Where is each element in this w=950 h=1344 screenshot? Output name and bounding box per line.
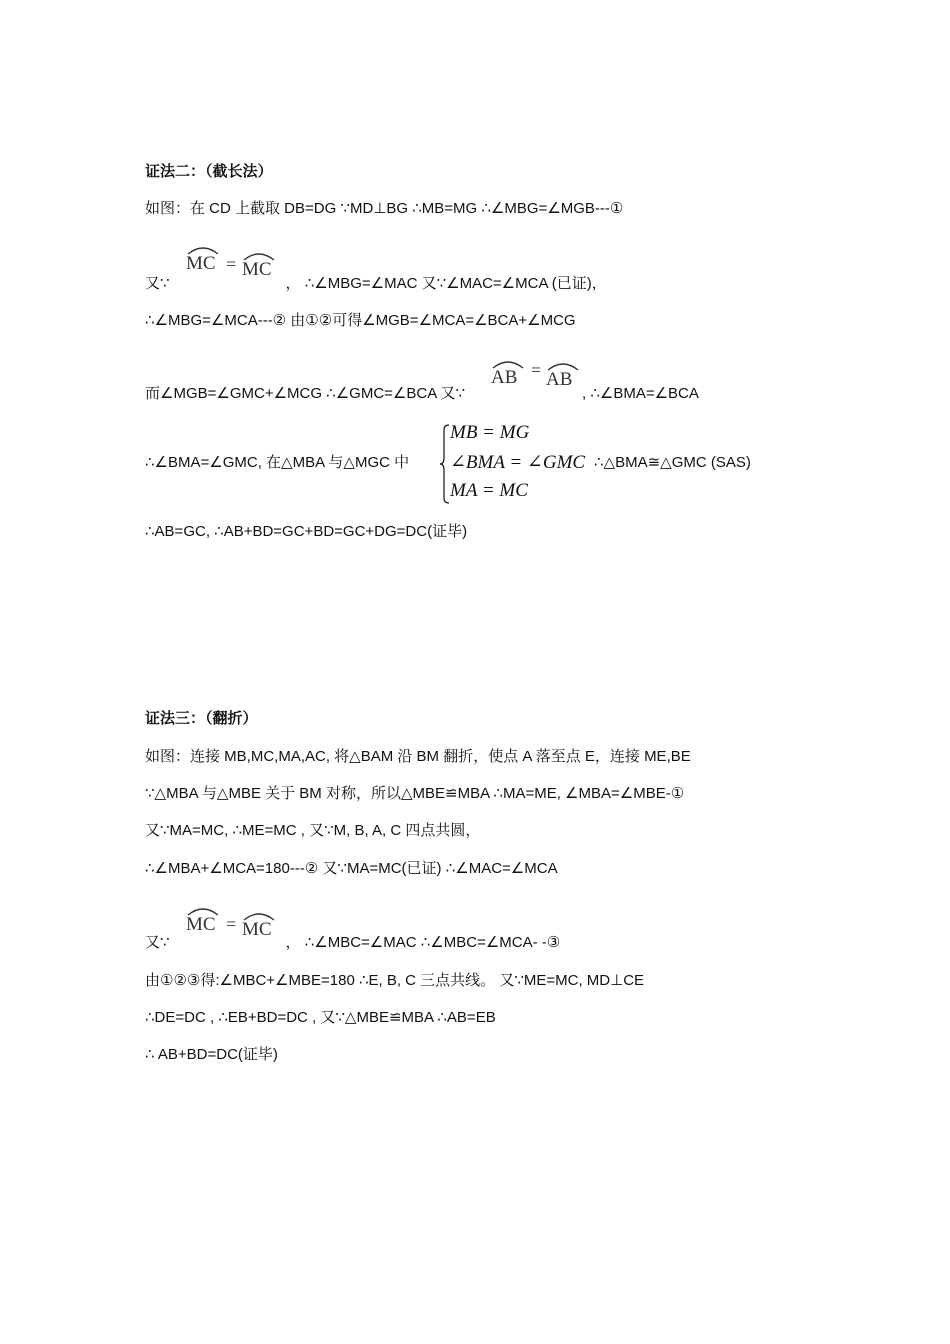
- proof2-line3: ∴∠MBG=∠MCA---② 由①②可得∠MGB=∠MCA=∠BCA+∠MCG: [145, 312, 576, 329]
- arc-ab-right-label: AB: [546, 369, 573, 390]
- system-row-1: MB = MG: [450, 422, 530, 443]
- proof2-line5-right: ∴△BMA≅△GMC (SAS): [594, 454, 751, 471]
- arc-ab-right: [546, 369, 572, 391]
- proof2-line4-left: 而∠MGB=∠GMC+∠MCG ∴∠GMC=∠BCA 又∵: [145, 385, 466, 402]
- arc-eq-sign: =: [226, 254, 237, 274]
- system-row-3: MA = MC: [450, 480, 528, 501]
- proof2-heading: 证法二：（截长法）: [145, 163, 273, 180]
- proof2-line1: 如图：在 CD 上截取 DB=DG ∵MD⊥BG ∴MB=MG ∴∠MBG=∠MGB---①: [145, 200, 624, 217]
- arc-mark-icon: [242, 910, 276, 922]
- arc-ab-right-wrap: [546, 369, 572, 391]
- proof3-line3: 又∵MA=MC, ∴ME=MC , 又∵M, B, A, C 四点共圆，: [145, 822, 481, 839]
- proof2-line2-rest: ， ∴∠MBG=∠MAC 又∵∠MAC=∠MCA (已证)，: [285, 275, 607, 292]
- proof2-line4-right: , ∴∠BMA=∠BCA: [582, 385, 699, 402]
- arc3-mc-right-label: MC: [242, 919, 272, 940]
- arc-mark-icon: [546, 360, 580, 372]
- system-row-2: ∠BMA = ∠GMC: [450, 452, 586, 473]
- proof2-line6: ∴AB=GC, ∴AB+BD=GC+BD=GC+DG=DC(证毕): [145, 523, 468, 540]
- arc-equality-mc: [186, 253, 216, 275]
- proof2-line2: [145, 274, 607, 294]
- arc2-eq-sign: =: [531, 360, 542, 380]
- proof3-line5-prefix: 又∵: [145, 934, 170, 951]
- proof3-line8: ∴ AB+BD=DC(证毕): [145, 1046, 278, 1063]
- arc-mc-left: [186, 253, 216, 275]
- arc-mark-icon: [186, 244, 220, 256]
- proof2-line5-left: ∴∠BMA=∠GMC, 在△MBA 与△MGC 中: [145, 454, 410, 471]
- proof3-line6: 由①②③得:∠MBC+∠MBE=180 ∴E, B, C 三点共线。 又∵ME=MC, MD⊥CE: [145, 972, 645, 989]
- proof2-line2-prefix: 又∵: [145, 275, 170, 292]
- proof3-line1: 如图：连接 MB,MC,MA,AC, 将△BAM 沿 BM 翻折，使点 A 落至点 E，连接 ME,BE: [145, 748, 691, 765]
- arc-mark-icon: [491, 358, 525, 370]
- arc-mc-left-label: MC: [186, 253, 216, 274]
- proof3-line7: ∴DE=DC , ∴EB+BD=DC , 又∵△MBE≌MBA ∴AB=EB: [145, 1009, 496, 1026]
- arc-mark-icon: [242, 250, 276, 262]
- proof3-line5-rest: ， ∴∠MBC=∠MAC ∴∠MBC=∠MCA- -③: [285, 934, 561, 951]
- arc-mark-icon: [186, 905, 220, 917]
- arc-mc-right-label: MC: [242, 259, 272, 280]
- arc3-mc-left-label: MC: [186, 914, 216, 935]
- proof3-line4: ∴∠MBA+∠MCA=180---② 又∵MA=MC(已证) ∴∠MAC=∠MCA: [145, 860, 558, 877]
- left-brace-icon: [440, 424, 450, 504]
- arc3-eq-sign: =: [226, 914, 237, 934]
- proof3-line2: ∵△MBA 与△MBE 关于 BM 对称，所以△MBE≌MBA ∴MA=ME, ∠MBA=∠MBE-①: [145, 785, 685, 802]
- proof3-line5: [145, 933, 560, 953]
- arc-ab-left: [491, 367, 517, 389]
- arc-ab-left-label: AB: [491, 367, 518, 388]
- proof3-heading: 证法三：（翻折）: [145, 710, 258, 727]
- arc-ab-left-wrap: [491, 367, 517, 389]
